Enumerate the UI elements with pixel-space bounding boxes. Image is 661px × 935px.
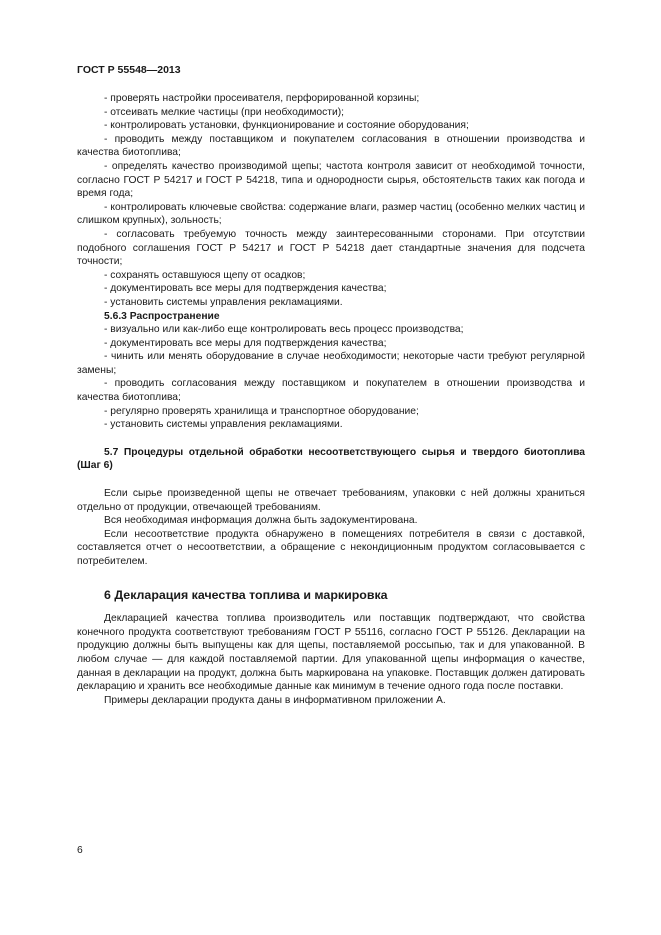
list-item: - проводить между поставщиком и покупателем согласования в отношении производства и качества биотоплива; — [77, 133, 585, 159]
list-item: - установить системы управления рекламациями. — [104, 419, 343, 431]
paragraph: Если сырье произведенной щепы не отвечает требованиям, упаковки с ней должны храниться отдельно от продукции, отвечающей требованиям. — [77, 488, 585, 513]
document-header: ГОСТ Р 55548—2013 — [77, 64, 181, 76]
paragraph: Декларацией качества топлива производитель или поставщик подтверждают, что свойства конечного продукта соответствуют требованиям ГОСТ Р 55116, согласно ГОСТ Р 55126. Декларации на продукцию должны быть выпущены как для щепы, поставляемой россыпью, так и для упакованной. В любом случае — для каждой поставляемой партии. Для упакованной щепы информация о качестве, данная в декларации на продукт, должна быть маркирована на упаковке. Поставщик должен датировать декларацию и хранить все необходимые данные как минимум в течение одного года после поставки. — [77, 613, 585, 693]
list-item: - регулярно проверять хранилища и транспортное оборудование; — [104, 405, 419, 417]
list-item: - контролировать установки, функционирование и состояние оборудования; — [104, 120, 469, 132]
section-heading-6: 6 Декларация качества топлива и маркировка — [104, 587, 388, 602]
paragraph: Примеры декларации продукта даны в информативном приложении А. — [104, 694, 446, 706]
page-number: 6 — [77, 845, 83, 856]
page-content — [77, 92, 585, 707]
list-item: - документировать все меры для подтверждения качества; — [104, 337, 387, 349]
list-item: - отсеивать мелкие частицы (при необходимости); — [104, 106, 345, 118]
list-item: - документировать все меры для подтверждения качества; — [104, 283, 387, 295]
list-item: - контролировать ключевые свойства: содержание влаги, размер частиц (особенно мелких частиц и слишком крупных), зольность; — [77, 201, 585, 227]
subsection-heading-5-6-3: 5.6.3 Распространение — [104, 310, 220, 322]
paragraph: Вся необходимая информация должна быть задокументирована. — [104, 515, 418, 527]
list-item: - проверять настройки просеивателя, перфорированной корзины; — [104, 93, 420, 104]
list-item: - согласовать требуемую точность между заинтересованными сторонами. При отсутствии подобного соглашения ГОСТ Р 54217 и ГОСТ Р 54218 дает стандартные значения для подсчета точности; — [77, 228, 585, 268]
list-item: - определять качество производимой щепы; частота контроля зависит от необходимой точности, согласно ГОСТ Р 54217 и ГОСТ Р 54218, типа и однородности сырья, обстоятельств таких как погода и время года; — [77, 160, 585, 200]
list-item: - чинить или менять оборудование в случае необходимости; некоторые части требуют регулярной замены; — [77, 351, 585, 376]
paragraph: Если несоответствие продукта обнаружено в помещениях потребителя в связи с доставкой, составляется отчет о несоответствии, а обращение с некондиционным продуктом согласовывается с потребителем. — [77, 528, 585, 567]
list-item: - установить системы управления рекламациями. — [104, 296, 343, 308]
list-item: - сохранять оставшуюся щепу от осадков; — [104, 269, 306, 281]
section-heading-5-7: 5.7 Процедуры отдельной обработки несоответствующего сырья и твердого биотоплива (Шаг 6) — [77, 446, 585, 472]
list-item: - проводить согласования между поставщиком и покупателем в отношении производства и качества биотоплива; — [77, 378, 585, 404]
list-item: - визуально или как-либо еще контролировать весь процесс производства; — [104, 324, 464, 336]
